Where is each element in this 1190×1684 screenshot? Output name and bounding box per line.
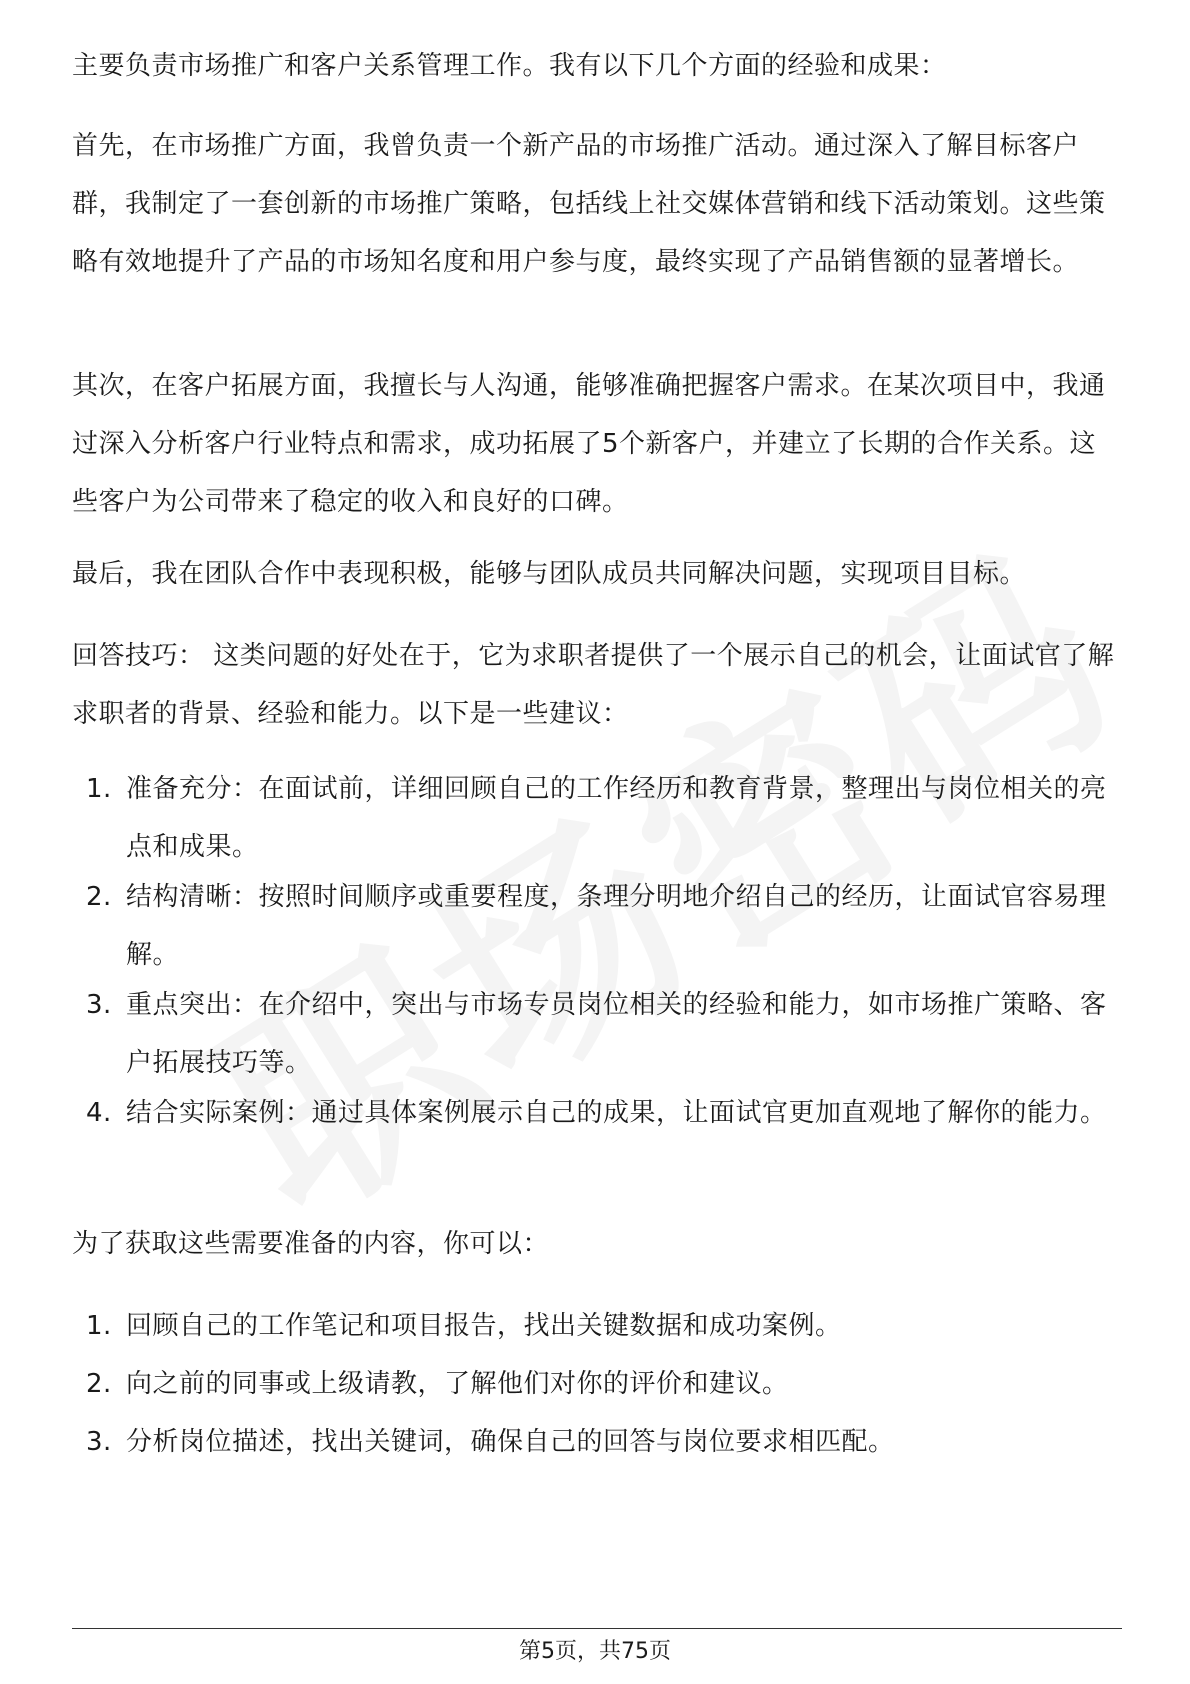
list-item-number: 4. [86,1098,112,1128]
list-item-text: 分析岗位描述，找出关键词，确保自己的回答与岗位要求相匹配。 [126,1427,895,1457]
list-item-number: 1. [86,774,112,804]
list-item-text: 回顾自己的工作笔记和项目报告，找出关键数据和成功案例。 [126,1311,842,1341]
list-item-number: 3. [86,1427,112,1457]
list-item-text: 准备充分：在面试前，详细回顾自己的工作经历和教育背景，整理出与岗位相关的亮点和成果。 [126,774,1107,862]
list-item-text: 重点突出：在介绍中，突出与市场专员岗位相关的经验和能力，如市场推广策略、客户拓展技巧等。 [126,990,1107,1078]
list-item-number: 2. [86,882,112,912]
list-item-number: 2. [86,1369,112,1399]
paragraph-intro: 主要负责市场推广和客户关系管理工作。我有以下几个方面的经验和成果： [72,51,947,81]
tips-list [72,760,1122,1142]
paragraph-prepare-intro: 为了获取这些需要准备的内容，你可以： [72,1229,550,1259]
paragraph-last: 最后，我在团队合作中表现积极，能够与团队成员共同解决问题，实现项目目标。 [72,559,1027,589]
paragraph-second: 其次，在客户拓展方面，我擅长与人沟通，能够准确把握客户需求。在某次项目中，我通过深入分析客户行业特点和需求，成功拓展了5个新客户，并建立了长期的合作关系。这些客户为公司带来了稳定的收入和良好的口碑。 [72,371,1106,517]
footer-divider [72,1628,1122,1629]
list-item-number: 3. [86,990,112,1020]
list-item [72,1355,1122,1413]
list-item [72,868,1122,984]
list-item [72,1297,1122,1355]
list-item [72,976,1122,1092]
list-item-text: 向之前的同事或上级请教，了解他们对你的评价和建议。 [126,1369,789,1399]
list-item [72,760,1122,876]
list-item-number: 1. [86,1311,112,1341]
list-item [72,1084,1122,1142]
list-item-text: 结合实际案例：通过具体案例展示自己的成果，让面试官更加直观地了解你的能力。 [126,1098,1107,1128]
prepare-list [72,1297,1122,1471]
page-footer: 第5页，共75页 [519,1639,671,1664]
paragraph-tips: 回答技巧： 这类问题的好处在于，它为求职者提供了一个展示自己的机会，让面试官了解求职者的背景、经验和能力。以下是一些建议： [72,641,1115,729]
paragraph-first: 首先，在市场推广方面，我曾负责一个新产品的市场推广活动。通过深入了解目标客户群，我制定了一套创新的市场推广策略，包括线上社交媒体营销和线下活动策划。这些策略有效地提升了产品的市场知名度和用户参与度，最终实现了产品销售额的显著增长。 [72,131,1106,277]
list-item [72,1413,1122,1471]
list-item-text: 结构清晰：按照时间顺序或重要程度，条理分明地介绍自己的经历，让面试官容易理解。 [126,882,1107,970]
